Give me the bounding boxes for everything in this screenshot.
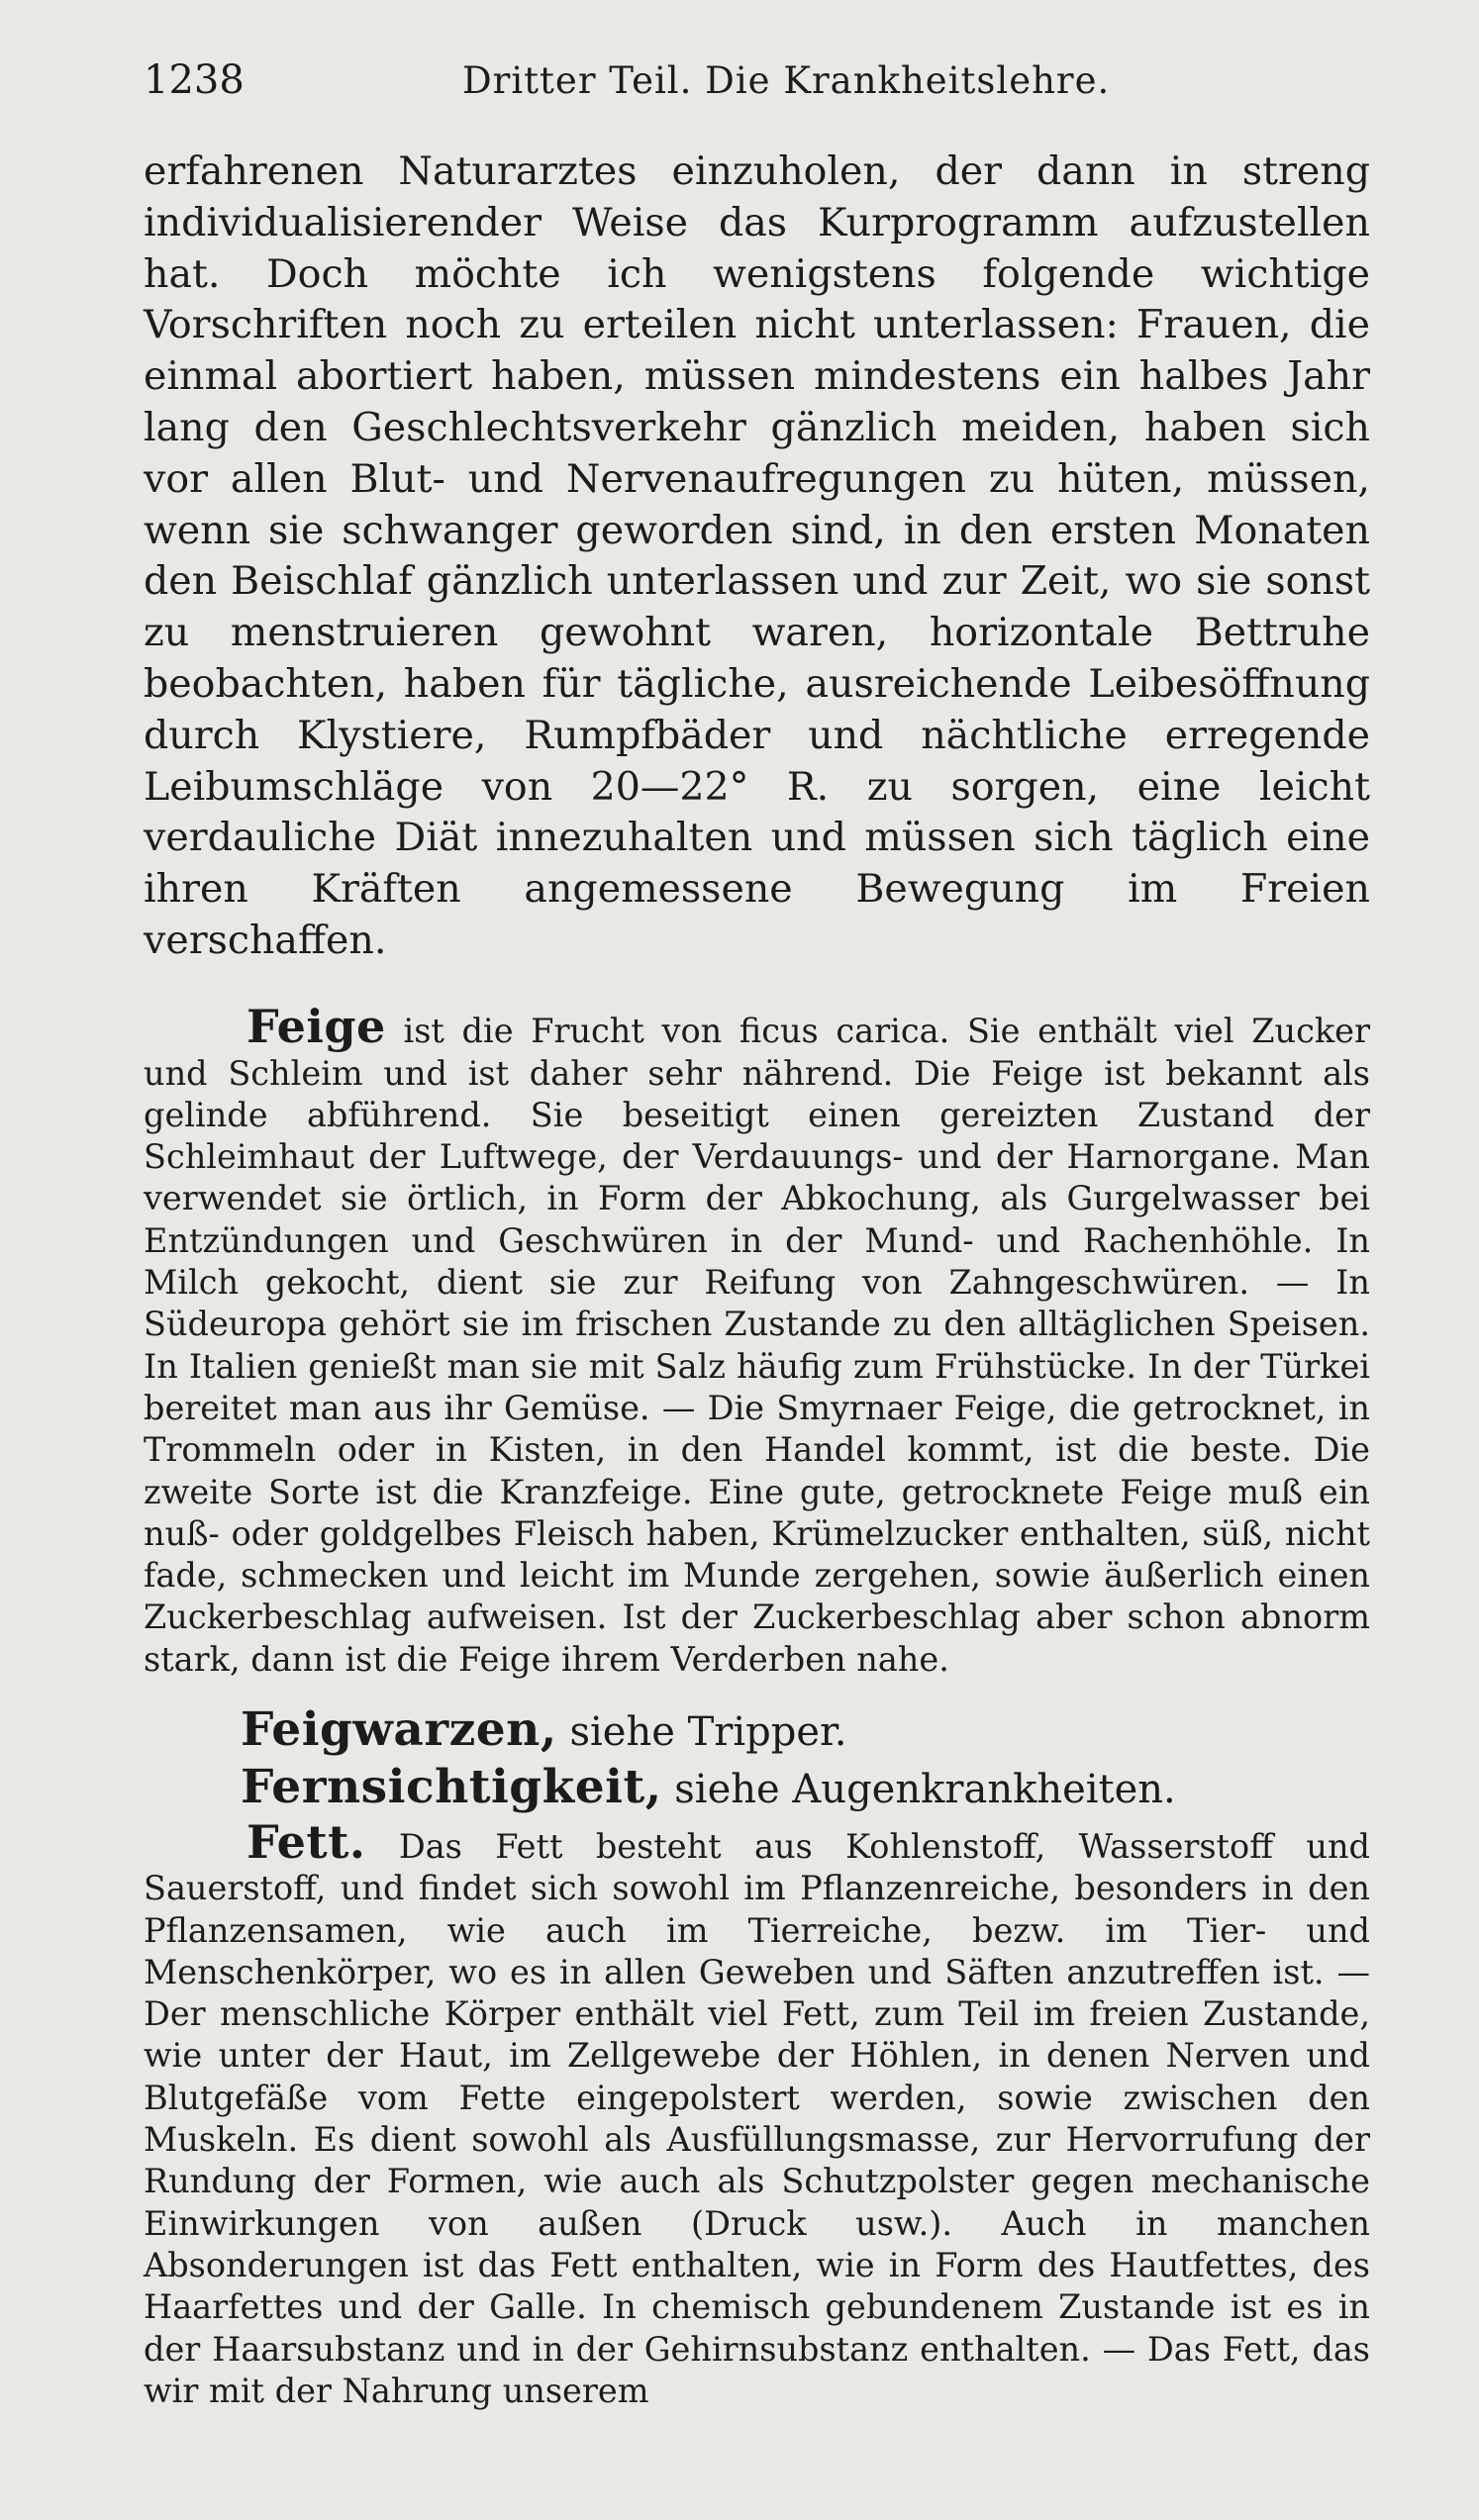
entry-latin-name: ficus carica (739, 1012, 939, 1051)
entry-text-before-latin: ist die Frucht von (385, 1012, 740, 1051)
entry-feigwarzen (144, 1702, 1370, 1760)
entry-headword: Fett. (246, 1815, 366, 1869)
intro-paragraph: erfahrenen Naturarztes einzuholen, der dann in streng individualisierender Weise das Kurprogramm aufzustellen hat. Doch möchte ich wenigstens folgende wichtige Vorschriften noch zu erteilen nicht unterlassen: Frauen, die einmal abortiert haben, müssen mindestens ein halbes Jahr lang den Geschlechtsverkehr gänzlich meiden, haben sich vor allen Blut- und Nervenaufregungen zu hüten, müssen, wenn sie schwanger geworden sind, in den ersten Monaten den Beischlaf gänzlich unterlassen und zur Zeit, wo sie sonst zu menstruieren gewohnt waren, horizontale Bettruhe beobachten, haben für tägliche, ausreichende Leibesöffnung durch Klystiere, Rumpfbäder und nächtliche erregende Leibumschläge von 20—22° R. zu sorgen, eine leicht verdauliche Diät innezuhalten und müssen sich täglich eine ihren Kräften angemessene Bewegung im Freien verschaffen. (144, 148, 1370, 963)
entry-text: . Sie enthält viel Zucker und Schleim und ist daher sehr nährend. Die Feige ist bekannt als gelinde abführend. Sie beseitigt einen gereizten Zustand der Schleimhaut der Luftwege, der Verdauungs- und der Harnorgane. Man verwendet sie örtlich, in Form der Abkochung, als Gurgelwasser bei Entzündungen und Geschwüren in der Mund- und Rachenhöhle. In Milch gekocht, dient sie zur Reifung von Zahngeschwüren. — In Südeuropa gehört sie im frischen Zustande zu den alltäglichen Speisen. In Italien genießt man sie mit Salz häufig zum Frühstücke. In der Türkei bereitet man aus ihr Gemüse. — Die Smyrnaer Feige, die getrocknet, in Trommeln oder in Kisten, in den Handel kommt, ist die beste. Die zweite Sorte ist die Kranzfeige. Eine gute, getrocknete Feige muß ein nuß- oder goldgelbes Fleisch haben, Krümelzucker enthalten, süß, nicht fade, schmecken und leicht im Munde zergehen, sowie äußerlich einen Zuckerbeschlag aufweisen. Ist der Zuckerbeschlag aber schon abnorm stark, dann ist die Feige ihrem Verderben nahe. (144, 1012, 1370, 1679)
entry-text: Das Fett besteht aus Kohlenstoff, Wasserstoff und Sauerstoff, und findet sich sowohl im Pflanzenreiche, besonders in den Pflanzensamen, wie auch im Tierreiche, bezw. im Tier- und Menschenkörper, wo es in allen Geweben und Säften anzutreffen ist. — Der menschliche Körper enthält viel Fett, zum Teil im freien Zustande, wie unter der Haut, im Zellgewebe der Höhlen, in denen Nerven und Blutgefäße vom Fette eingepolstert werden, sowie zwischen den Muskeln. Es dient sowohl als Ausfüllungsmasse, zur Hervorrufung der Rundung der Formen, wie auch als Schutzpolster gegen mechanische Einwirkungen von außen (Druck usw.). Auch in manchen Absonderungen ist das Fett enthalten, wie in Form des Hautfettes, des Haarfettes und der Galle. In chemisch gebundenem Zustande ist es in der Haarsubstanz und in der Gehirnsubstanz enthalten. — Das Fett, das wir mit der Nahrung unserem (144, 1827, 1370, 2410)
entry-headword: Fernsichtigkeit, (241, 1760, 662, 1814)
cross-reference-text: siehe Tripper. (556, 1709, 847, 1755)
entry-fett (144, 1815, 1370, 2412)
entry-headword: Feigwarzen, (241, 1702, 557, 1757)
entry-fernsichtigkeit (144, 1760, 1370, 1817)
entry-headword: Feige (246, 1000, 386, 1054)
running-head (144, 57, 1370, 117)
page-number: 1238 (144, 57, 245, 103)
cross-reference-text: siehe Augenkrankheiten. (661, 1767, 1176, 1812)
running-title: Dritter Teil. Die Krankheitslehre. (462, 59, 1111, 102)
entry-feige (144, 1000, 1370, 1681)
